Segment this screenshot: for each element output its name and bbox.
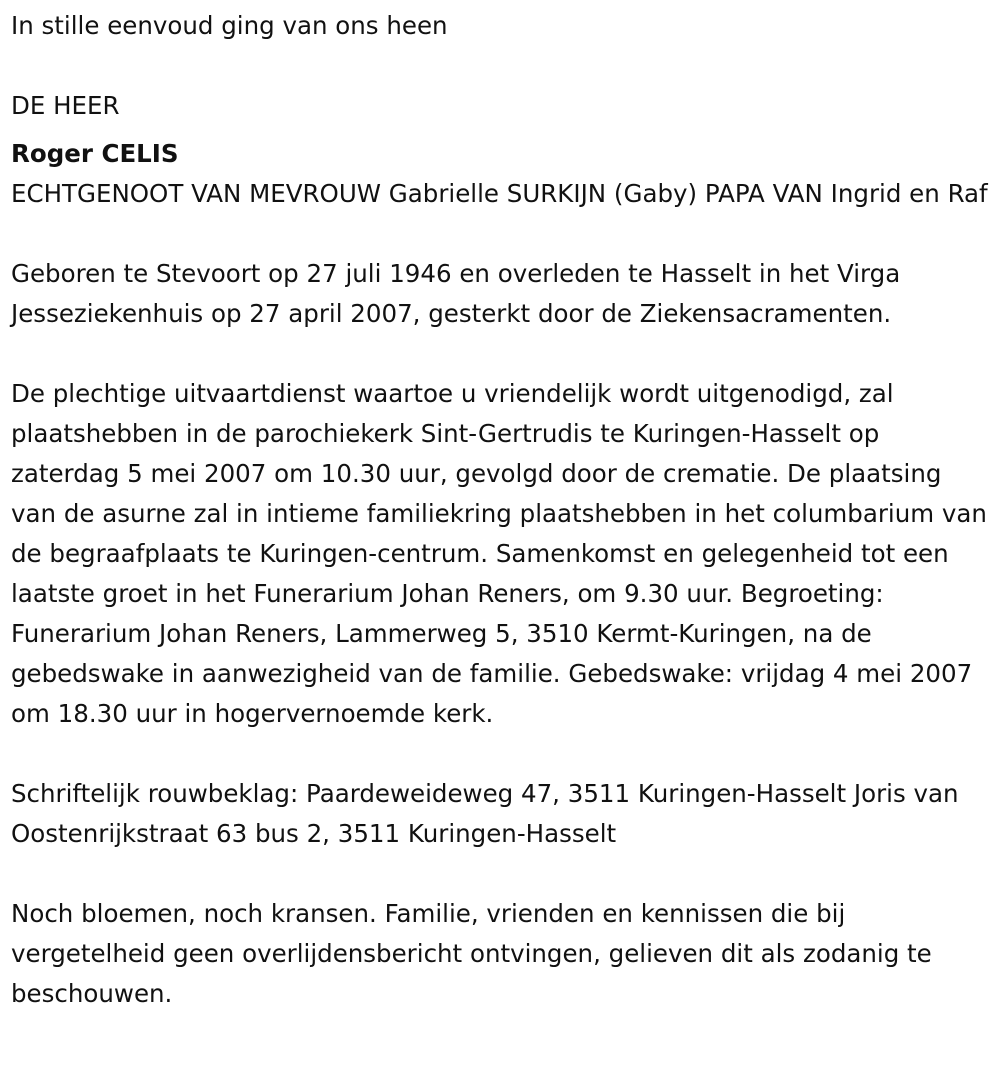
deceased-name: Roger CELIS [11, 139, 179, 168]
flowers-paragraph: Noch bloemen, noch kransen. Familie, vrienden en kennissen die bij vergetelheid geen overlijdensbericht ontvingen, gelieven dit als zodanig te beschouwen. [11, 899, 932, 1008]
spacer [11, 734, 990, 774]
ceremony-paragraph: De plechtige uitvaartdienst waartoe u vriendelijk wordt uitgenodigd, zal plaatshebben in de parochiekerk Sint-Gertrudis te Kuringen-Hasselt op zaterdag 5 mei 2007 om 10.30 uur, gevolgd door de crematie. De plaatsing van de asurne zal in intieme familiekring plaatshebben in het columbarium van de begraafplaats te Kuringen-centrum. Samenkomst en gelegenheid tot een laatste groet in het Funerarium Johan Reners, om 9.30 uur. Begroeting: Funerarium Johan Reners, Lammerweg 5, 3510 Kermt-Kuringen, na de gebedswake in aanwezigheid van de familie. Gebedswake: vrijdag 4 mei 2007 om 18.30 uur in hogervernoemde kerk. [11, 379, 987, 728]
condolences-paragraph: Schriftelijk rouwbeklag: Paardeweideweg 47, 3511 Kuringen-Hasselt Joris van Oostenrijkstraat 63 bus 2, 3511 Kuringen-Hasselt [11, 779, 959, 848]
spacer [11, 46, 990, 86]
birth-death-paragraph: Geboren te Stevoort op 27 juli 1946 en overleden te Hasselt in het Virga Jesseziekenhuis op 27 april 2007, gesterkt door de Ziekensacramenten. [11, 259, 901, 328]
intro-line: In stille eenvoud ging van ons heen [11, 11, 448, 40]
spacer [11, 334, 990, 374]
spacer [11, 214, 990, 254]
spacer [11, 854, 990, 894]
relations-paragraph: ECHTGENOOT VAN MEVROUW Gabrielle SURKIJN (Gaby) PAPA VAN Ingrid en Raf [11, 179, 988, 208]
title-line: DE HEER [11, 91, 120, 120]
